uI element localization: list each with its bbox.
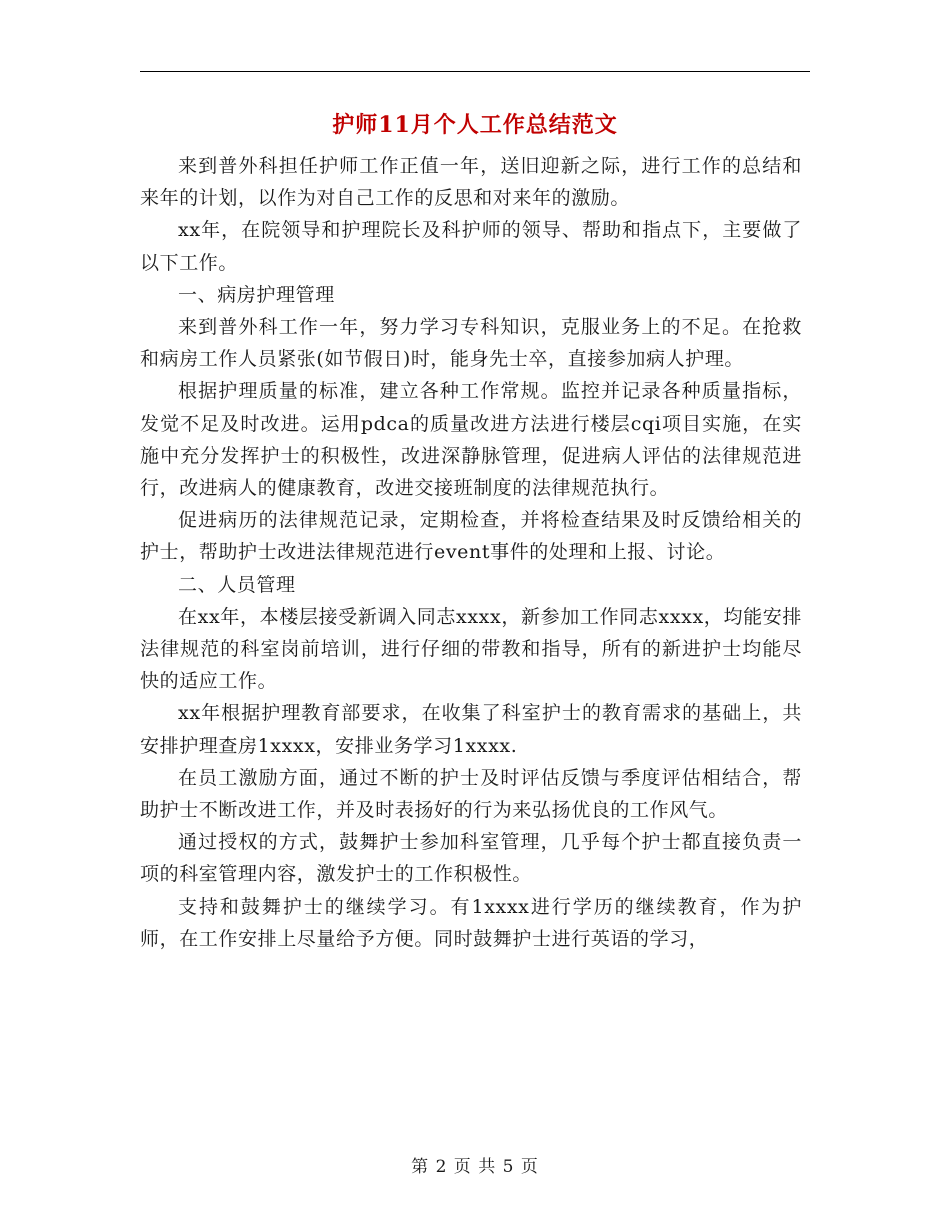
paragraph-overview: xx年，在院领导和护理院长及科护师的领导、帮助和指点下，主要做了以下工作。 bbox=[140, 219, 802, 274]
section-heading-ward-management: 一、病房护理管理 bbox=[178, 283, 335, 306]
paragraph: 通过授权的方式，鼓舞护士参加科室管理，几乎每个护士都直接负责一项的科室管理内容，激发护士的工作积极性。 bbox=[140, 831, 802, 886]
paragraph: 支持和鼓舞护士的继续学习。有1xxxx进行学历的继续教育，作为护师，在工作安排上尽量给予方便。同时鼓舞护士进行英语的学习， bbox=[140, 895, 802, 950]
page-number: 第 2 页 共 5 页 bbox=[411, 1157, 539, 1177]
paragraph: 促进病历的法律规范记录，定期检查，并将检查结果及时反馈给相关的护士，帮助护士改进法律规范进行event事件的处理和上报、讨论。 bbox=[140, 509, 802, 564]
section-heading-staff-management: 二、人员管理 bbox=[178, 573, 296, 596]
header-rule bbox=[140, 71, 810, 72]
paragraph: xx年根据护理教育部要求，在收集了科室护士的教育需求的基础上，共安排护理查房1xxxx，安排业务学习1xxxx. bbox=[140, 702, 802, 757]
paragraph: 根据护理质量的标准，建立各种工作常规。监控并记录各种质量指标，发觉不足及时改进。运用pdca的质量改进方法进行楼层cqi项目实施，在实施中充分发挥护士的积极性，改进深静脉管理，促进病人评估的法律规范进行，改进病人的健康教育，改进交接班制度的法律规范执行。 bbox=[140, 380, 802, 500]
paragraph-intro: 来到普外科担任护师工作正值一年，送旧迎新之际，进行工作的总结和来年的计划，以作为对自己工作的反思和对来年的激励。 bbox=[140, 155, 802, 210]
document-title: 护师11月个人工作总结范文 bbox=[332, 112, 618, 138]
document-body bbox=[140, 150, 802, 955]
paragraph: 在xx年，本楼层接受新调入同志xxxx，新参加工作同志xxxx，均能安排法律规范的科室岗前培训，进行仔细的带教和指导，所有的新进护士均能尽快的适应工作。 bbox=[140, 605, 802, 693]
paragraph: 在员工激励方面，通过不断的护士及时评估反馈与季度评估相结合，帮助护士不断改进工作，并及时表扬好的行为来弘扬优良的工作风气。 bbox=[140, 766, 802, 822]
paragraph: 来到普外科工作一年，努力学习专科知识，克服业务上的不足。在抢救和病房工作人员紧张(如节假日)时，能身先士卒，直接参加病人护理。 bbox=[140, 316, 802, 371]
